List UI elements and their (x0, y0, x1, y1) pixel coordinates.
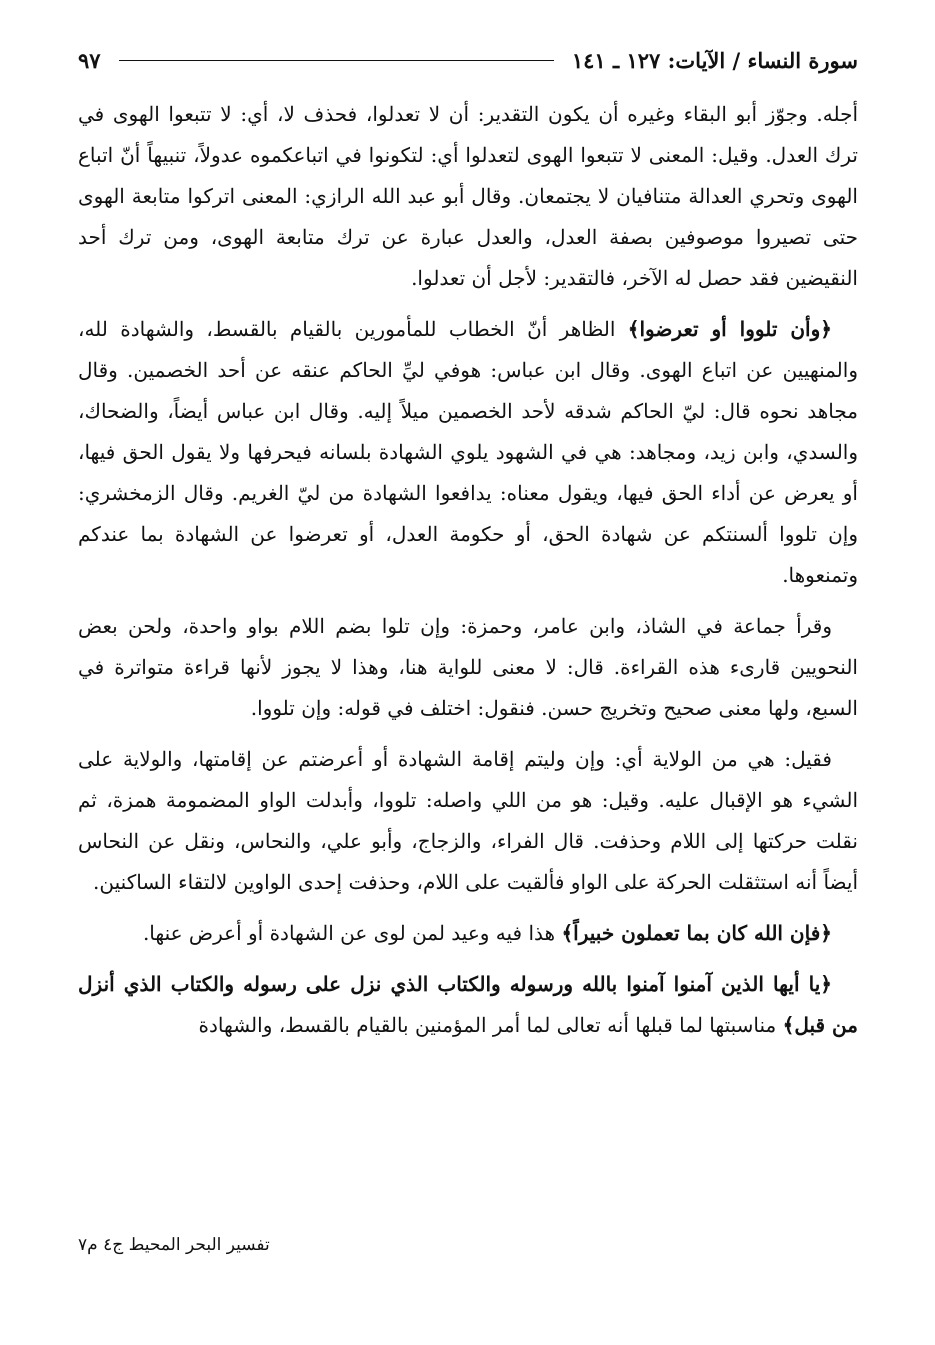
footer-signature: تفسير البحر المحيط ج٤ م٧ (78, 1235, 270, 1255)
paragraph-text: مناسبتها لما قبلها أنه تعالى لما أمر المؤمنين بالقيام بالقسط، والشهادة (198, 1013, 783, 1037)
paragraph (78, 739, 858, 903)
running-head (78, 40, 858, 80)
paragraph-text: هذا فيه وعيد لمن لوى عن الشهادة أو أعرض عنها. (142, 921, 562, 945)
quranic-quote: ﴿فإن الله كان بما تعملون خبيراً﴾ (561, 921, 832, 945)
paragraph-text: وقرأ جماعة في الشاذ، وابن عامر، وحمزة: وإن تلوا بضم اللام بواو واحدة، ولحن بعض النحويين قارىء هذه القراءة. قال: لا معنى للواية هنا، وهذا لا يجوز لأنها قراءة متواترة في السبع، ولها معنى صحيح وتخريج حسن. فنقول: اختلف في قوله: وإن تلووا. (78, 614, 858, 720)
quranic-quote: ﴿وأن تلووا أو تعرضوا﴾ (627, 317, 832, 341)
quranic-quote: ﴿يا أيها الذين آمنوا آمنوا بالله ورسوله والكتاب الذي نزل على رسوله والكتاب الذي أنزل من قبل﴾ (78, 972, 858, 1037)
paragraph (78, 964, 858, 1046)
paragraph-text: الظاهر أنّ الخطاب للمأمورين بالقيام بالقسط، والشهادة لله، والمنهيين عن اتباع الهوى. وقال ابن عباس: هوفي ليِّ الحاكم عنقه عن أحد الخصمين. وقال مجاهد نحوه قال: ليّ الحاكم شدقه لأحد الخصمين ميلاً إليه. وقال ابن عباس أيضاً، والضحاك، والسدي، وابن زيد، ومجاهد: هي في الشهود يلوي الشهادة بلسانه فيحرفها ولا يقول الحق فيها، أو يعرض عن أداء الحق فيها، ويقول معناه: يدافعوا الشهادة من ليّ الغريم. وقال الزمخشري: وإن تلووا ألسنتكم عن شهادة الحق، أو حكومة العدل، أو تعرضوا عن الشهادة بما عندكم وتمنعوها. (78, 317, 858, 587)
header-rule (119, 60, 554, 61)
running-title: سورة النساء / الآيات: ١٢٧ ـ ١٤١ (571, 47, 858, 73)
paragraph-text: فقيل: هي من الولاية أي: وإن وليتم إقامة الشهادة أو أعرضتم عن إقامتها، والولاية على الشيء هو الإقبال عليه. وقيل: هو من اللي واصله: تلووا، وأبدلت الواو المضمومة همزة، ثم نقلت حركتها إلى اللام وحذفت. قال الفراء، والزجاج، وأبو علي، والنحاس، ونقل عن النحاس أيضاً أنه استثقلت الحركة على الواو فألقيت على اللام، وحذفت إحدى الواوين لالتقاء الساكنين. (78, 747, 858, 894)
paragraph-text: أجله. وجوّز أبو البقاء وغيره أن يكون التقدير: أن لا تعدلوا، فحذف لا، أي: لا تتبعوا الهوى في ترك العدل. وقيل: المعنى لا تتبعوا الهوى لتعدلوا أي: لتكونوا في اتباعكموه عدولاً، تنبيهاً أنّ اتباع الهوى وتحري العدالة متنافيان لا يجتمعان. وقال أبو عبد الله الرازي: المعنى اتركوا متابعة الهوى حتى تصيروا موصوفين بصفة العدل، والعدل عبارة عن ترك متابعة الهوى، ومن ترك أحد النقيضين فقد حصل له الآخر، فالتقدير: لأجل أن تعدلوا. (78, 102, 858, 290)
paragraph (78, 913, 858, 954)
paragraph (78, 309, 858, 596)
paragraph (78, 94, 858, 299)
book-page (78, 40, 858, 1310)
body-text (78, 94, 858, 1046)
page-number: ٩٧ (78, 47, 101, 73)
paragraph (78, 606, 858, 729)
